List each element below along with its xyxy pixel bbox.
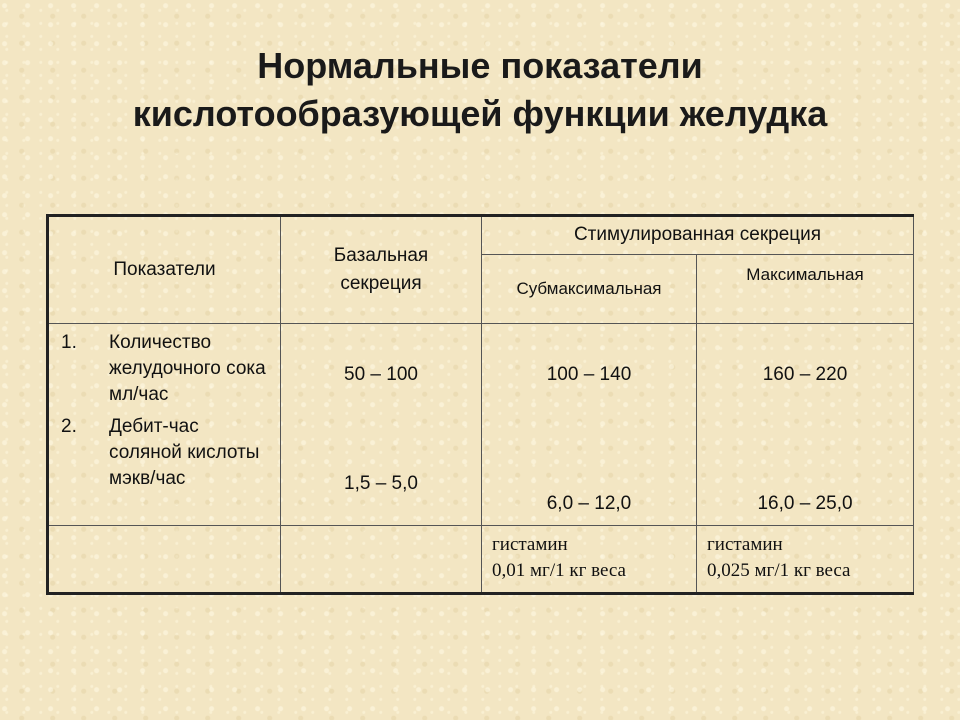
indicators-cell [48,324,281,526]
maximal-note-line-2: 0,025 мг/1 кг веса [707,560,851,581]
header-maximal-label: Максимальная [746,264,864,284]
maximal-note-cell [697,526,914,594]
indicator-item-2 [49,414,280,492]
indicator-number-2: 2. [61,416,77,437]
maximal-value-1: 160 – 220 [762,364,848,385]
notes-row [48,526,914,594]
indicators-list [49,330,280,492]
notes-empty-2 [281,526,482,594]
header-basal-label: Базальная секреция [333,245,429,294]
submaximal-note-line-1: гистамин [492,534,568,555]
indicator-number-1: 1. [61,332,77,353]
submaximal-note-cell [482,526,697,594]
header-stimulated [482,216,914,255]
header-indicators-label: Показатели [113,259,216,280]
indicator-label-2: Дебит-час соляной кислоты мэкв/час [109,416,260,489]
header-stimulated-label: Стимулированная секреция [573,224,822,246]
header-basal [281,216,482,324]
submaximal-note [482,526,696,584]
header-submaximal [482,254,697,323]
title-line-1: Нормальные показатели [257,45,703,86]
maximal-value-2: 16,0 – 25,0 [757,493,853,514]
submaximal-value-2: 6,0 – 12,0 [546,493,632,514]
maximal-note [697,526,913,584]
secretion-table-wrapper [46,214,914,595]
title-line-2: кислотообразующей функции желудка [132,93,828,134]
secretion-table [46,214,914,595]
maximal-note-line-1: гистамин [707,534,783,555]
data-row [48,324,914,526]
submaximal-values-cell [482,324,697,526]
page-title [0,42,960,138]
maximal-values-cell [697,324,914,526]
indicator-item-1 [49,330,280,408]
basal-value-1: 50 – 100 [344,364,418,385]
basal-value-2: 1,5 – 5,0 [344,473,418,494]
header-submaximal-label: Субмаксимальная [516,278,662,298]
header-maximal [697,254,914,323]
notes-empty-1 [48,526,281,594]
basal-values-cell [281,324,482,526]
indicator-label-1: Количество желудочного сока мл/час [109,332,266,405]
submaximal-note-line-2: 0,01 мг/1 кг веса [492,560,626,581]
submaximal-value-1: 100 – 140 [546,364,632,385]
header-indicators [48,216,281,324]
header-row-1 [48,216,914,255]
